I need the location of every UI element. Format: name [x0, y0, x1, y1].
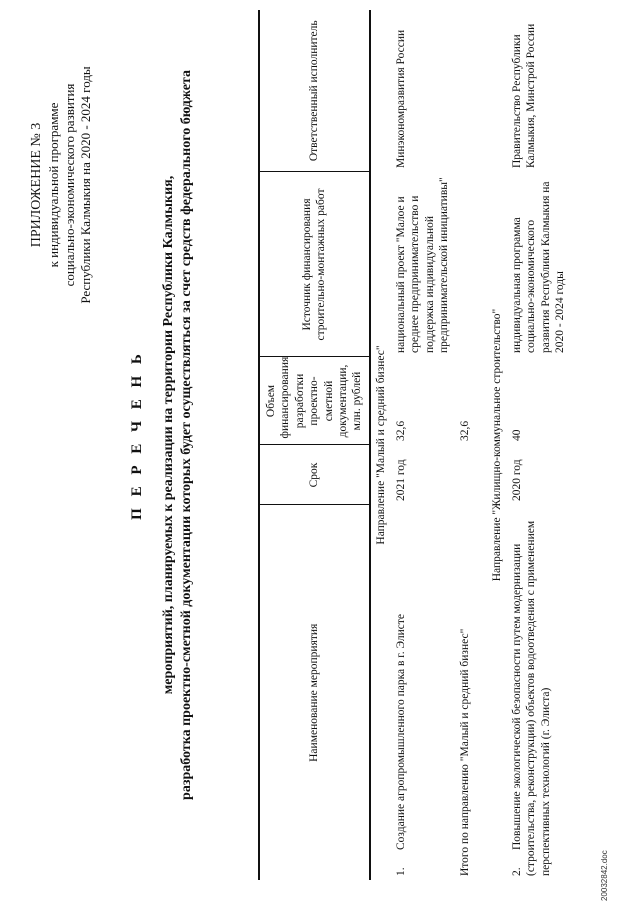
appendix-line: к индивидуальной программе	[45, 102, 61, 268]
direction-label: Направление "Жилищно-коммунальное строительство"	[490, 308, 503, 582]
row-number: 1.	[395, 867, 407, 876]
total-volume: 32,6	[458, 420, 471, 441]
row-volume: 40	[510, 429, 523, 441]
row-term: 2020 год	[510, 459, 523, 501]
row-name-cell	[507, 505, 571, 880]
appendix-number: ПРИЛОЖЕНИЕ № 3	[29, 122, 44, 248]
total-empty	[455, 172, 487, 357]
header-source: Источник финансирования строительно-монтажных работ	[259, 172, 370, 357]
title-heading: П Е Р Е Ч Е Н Ь	[129, 350, 145, 520]
row-executor: Минэкономразвития России	[395, 29, 407, 168]
document-title	[128, 45, 196, 825]
table-header-row	[259, 10, 370, 880]
header-name: Наименование мероприятия	[259, 505, 370, 880]
title-line: мероприятий, планируемых к реализации на территории Республики Калмыкия,	[160, 175, 176, 695]
direction-row	[370, 10, 391, 880]
row-source: индивидуальная программа социально-экономического развития Республики Калмыкия на 2020 - 2024 годы	[510, 181, 566, 353]
row-name: Создание агропромышленного парка в г. Элисте	[395, 613, 407, 850]
direction-row	[487, 10, 507, 880]
direction-label: Направление "Малый и средний бизнес"	[374, 345, 387, 545]
appendix-line: Республики Калмыкия на 2020 - 2024 годы	[78, 66, 93, 304]
total-row	[455, 10, 487, 880]
header-volume: Объем финансирования разработки проектно-сметной документации, млн. рублей	[259, 357, 370, 445]
header-term: Срок	[259, 445, 370, 505]
row-name: Повышение экологической безопасности путем модернизации (строительства, реконструкции) объектов водоотведения с применением перспективных технологий (г. Элиста)	[510, 520, 552, 876]
row-source: национальный проект "Малое и среднее предпринимательство и поддержка индивидуальной предпринимательской инициативы"	[395, 177, 451, 353]
appendix-block	[28, 25, 94, 345]
appendix-line: социально-экономического развития	[61, 83, 77, 287]
total-empty	[455, 10, 487, 172]
row-executor: Правительство Республики Калмыкия, Минстрой России	[510, 23, 538, 168]
table-row	[391, 10, 455, 880]
row-name-cell	[391, 505, 455, 880]
row-number: 2.	[510, 867, 523, 876]
table-row	[507, 10, 571, 880]
measures-table	[258, 10, 570, 880]
file-code: 20032842.doc	[600, 850, 609, 901]
row-volume: 32,6	[395, 420, 407, 441]
title-line: разработка проектно-сметной документации которых будет осуществляться за счет средств федерального бюджета	[178, 70, 194, 800]
total-label: Итого по направлению "Малый и средний бизнес"	[458, 628, 471, 876]
header-executor: Ответственный исполнитель	[259, 10, 370, 172]
total-empty	[455, 445, 487, 505]
row-term: 2021 год	[395, 459, 407, 501]
